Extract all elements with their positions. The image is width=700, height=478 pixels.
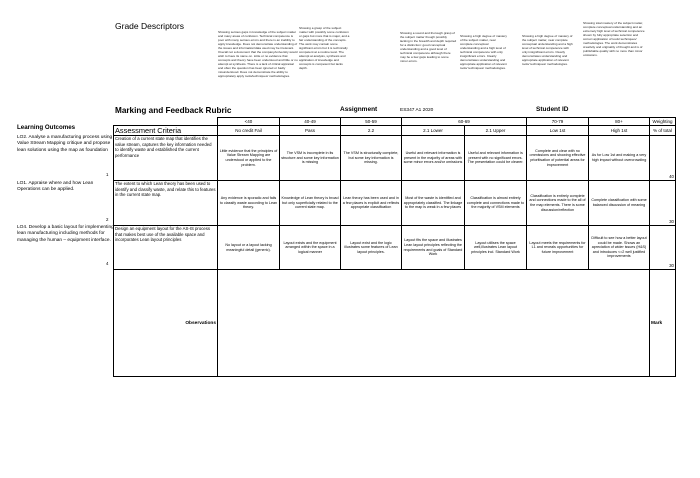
- assessment-criteria-header: Assessment Criteria: [114, 126, 218, 136]
- criterion-descriptor: Layout utilises the space well,illustrates Lean layout principles incl. Standard Work: [465, 226, 527, 270]
- learning-outcome-lo1: LO1. Appraise where and how Lean Operations can be applied.: [17, 181, 94, 193]
- band-cell: 40-49: [280, 118, 341, 126]
- criterion-descriptor: Knowledge of Lean theory is broad but only superficially related to the current state map.: [280, 181, 341, 226]
- criterion-text: The extent to which Lean theory has been used to identify and classify waste, and relate this to features in the current state map.: [114, 181, 218, 226]
- criterion-descriptor: The VSM is structurally complete, but some key information is missing.: [341, 136, 402, 181]
- criterion-descriptor: The VSM is incomplete in its structure and some key information is missing: [280, 136, 341, 181]
- criterion-descriptor: Lean theory has been used and in a few places is explicit and reflects appropriate classification: [341, 181, 402, 226]
- criterion-descriptor: Difficult to see how a better layout could be made. Shows an apreciation of wider issues (H&S) and introduces <=2 well justified improvements: [589, 226, 650, 270]
- grade-label: 2.1 Lower: [402, 126, 465, 136]
- observations-label: Observations: [114, 270, 218, 377]
- mark-label: Mark: [650, 270, 676, 377]
- criterion-descriptor: As for Low 1st and making a very high impact without overcrowding: [589, 136, 650, 181]
- percent-total-label: % of total: [650, 126, 676, 136]
- criterion-row: [114, 226, 676, 270]
- grade-label: No credit Fail: [218, 126, 280, 136]
- criterion-descriptor: Layout meets the requirements for L1 and reveals opportunities for future improvement: [527, 226, 589, 270]
- band-spacer: [114, 118, 218, 126]
- grade-label-row: [114, 126, 676, 136]
- criterion-descriptor: Layout exists and the equipment arranged within the space in a logical manner: [280, 226, 341, 270]
- weighting-value: 30: [650, 181, 676, 226]
- grade-descriptor-5: Showing a high degree of mastery of the subject matter, near complete conceptual understanding and a high level of technical competence with only insignificant errors. Clearly demonstrates understanding and appropriate application of relevant tools/ techniques/ methodologies.: [522, 34, 573, 66]
- criterion-row: [114, 181, 676, 226]
- observations-row: [114, 270, 676, 377]
- learning-outcome-lo2: LO2. Analyse a manufacturing process using Value Stream Mapping critique and propose lean solutions using the map as foundation: [17, 135, 113, 153]
- weighting-header: Weighting: [650, 118, 676, 126]
- criterion-descriptor: Useful and relevant information is present in the majority of areas with some minor errors and/or omissions: [402, 136, 465, 181]
- learning-outcomes-heading: Learning Outcomes: [17, 124, 76, 131]
- criterion-descriptor: Classification is entirely complete and connections made to the all of the map elements. There is some discussion/reflection: [527, 181, 589, 226]
- band-cell: <40: [218, 118, 280, 126]
- criterion-descriptor: Any evidence is sporadic and fails to classify waste according to Lean theory.: [218, 181, 280, 226]
- criterion-text: Design an equipment layout for the AS-IS process that makes best use of the available space and incorporates Lean layout principles: [114, 226, 218, 270]
- row-number: 2: [106, 217, 109, 222]
- criterion-descriptor: Most of the waste is identified and appropriately classified. The linkage to the map is weak in a few places: [402, 181, 465, 226]
- criterion-descriptor: Complete and clear with no ommissions and showing effective prioritisation of potential areas for improvement: [527, 136, 589, 181]
- grade-label: 2.2: [341, 126, 402, 136]
- criterion-descriptor: Layout fits the space and illustrates Lean layout principles reflecting the requirements and goals of Standard Work: [402, 226, 465, 270]
- criterion-descriptor: Classification is almost entirely complete and connections made to the majority of VSM elements: [465, 181, 527, 226]
- row-number: 1: [106, 172, 109, 177]
- student-id-label: Student ID: [536, 106, 569, 113]
- band-cell: 50-59: [341, 118, 402, 126]
- band-cell: 60-69: [402, 118, 527, 126]
- learning-outcome-lo4: LO4. Develop a basic layout for implementing lean manufacturing including methods for managing the human – equipment interface.: [17, 225, 114, 243]
- assignment-code: ES347 A1 2020: [400, 108, 434, 113]
- grade-descriptor-4: Showing a high degree of mastery of the subject matter, near complete conceptual understanding and a high level of technical competence with only insignificant errors. Clearly demonstrates understanding and appropriate application of relevant tools/ techniques/ methodologies.: [460, 34, 507, 70]
- criterion-descriptor: Little evidence that the principles of Value Stream Mapping are understood or applied to the problem.: [218, 136, 280, 181]
- grade-label: Low 1st: [527, 126, 589, 136]
- rubric-table: [113, 117, 676, 377]
- grade-descriptor-1: Showing serious gaps in knowledge of the subject matter and many areas of confusion. Technical competence is poor with many serious errors and there is an inability to apply knowledge. Does not demonstrate understanding of the issues and information/data used may be irrelevant. Overall not a document that the company/university would wish to have its name on. Little or no evidence that concepts and theory have been understood and little or no attempt at synthesis. There is a lack of critical appraisal and often the question has been ignored or badly misunderstood. Does not demonstrate the ability to appropriately apply tools/techniques/ methodologies.: [218, 30, 298, 78]
- criterion-descriptor: Complete classification with some balanced discussion of meaning: [589, 181, 650, 226]
- assignment-label: Assignment: [340, 106, 378, 113]
- observations-area[interactable]: [218, 270, 650, 377]
- band-cell: 70-79: [527, 118, 589, 126]
- grade-label: 2.1 Upper: [465, 126, 527, 136]
- criterion-descriptor: Useful and relevant information is present with no significant errors. The presentation could be clearer.: [465, 136, 527, 181]
- grade-label: Pass: [280, 126, 341, 136]
- band-cell: 80+: [589, 118, 650, 126]
- grade-label: High 1st: [589, 126, 650, 136]
- weighting-value: 40: [650, 136, 676, 181]
- grade-descriptor-3: Showing a sound and thorough grasp of the subject matter though possibly lacking in the breadth and depth required for a distinction: good conceptual understanding and a good level of technical competence although there may be a few gaps leading to some minor errors.: [400, 31, 457, 63]
- grade-descriptor-2: Showing a grasp of the subject matter with possibly some confusion or gaps but more that is major, and a fair understanding of the concepts. The work may contain some significant errors but it is technically competent at a routine level. The attempt at analysis, synthesis and application of knowledge and concepts is competent but lacks depth.: [299, 26, 350, 70]
- criterion-descriptor: Layout exist and the logic illustrates some features of Lean layout principles.: [341, 226, 402, 270]
- criterion-descriptor: No layout or a layout lacking meaningful detail (generic).: [218, 226, 280, 270]
- grade-descriptor-6: Showing total mastery of the subject matter, complete conceptual understanding and an extremely high level of technical competence shown by fully appropriate selection and correct application of tools/ techniques/ methodologies. The work demonstrates creativity and originality of thought and is of publishable quality with no more than minor omissions.: [583, 21, 645, 57]
- criterion-text: Creation of a current state map that identifies the value stream, captures the key information needed to identify waste and established the current performance: [114, 136, 218, 181]
- criterion-row: [114, 136, 676, 181]
- grade-descriptors-title: Grade Descriptors: [115, 21, 184, 31]
- grade-band-row: [114, 118, 676, 126]
- rubric-title: Marking and Feedback Rubric: [115, 106, 232, 115]
- row-number: 4: [106, 261, 109, 266]
- weighting-value: 30: [650, 226, 676, 270]
